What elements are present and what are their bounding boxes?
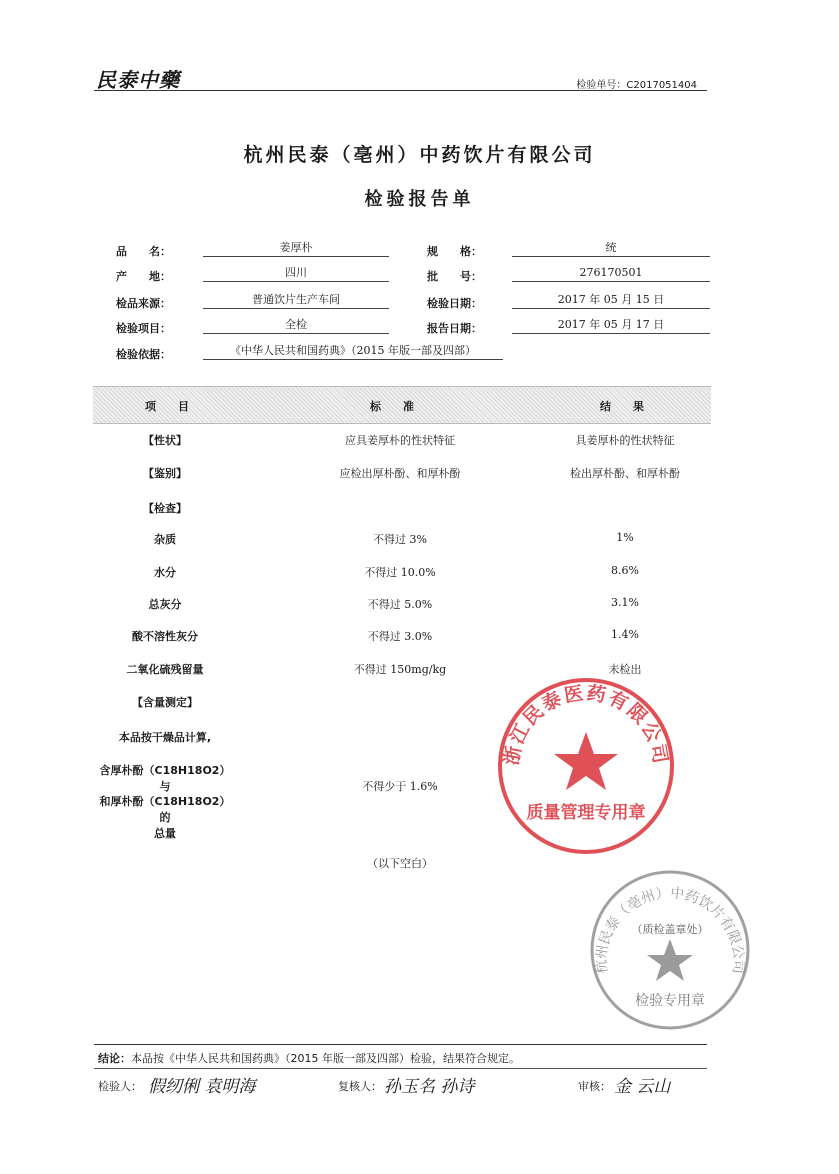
- footer-divider-bottom: [94, 1068, 707, 1069]
- star-icon: [554, 732, 618, 790]
- inspection-stamp-top-text: 杭州民泰（亳州）中药饮片有限公司: [593, 885, 747, 975]
- assay-line: 总量: [154, 827, 176, 840]
- row-result: 未检出: [608, 663, 642, 676]
- column-header-item: 项 目: [145, 400, 189, 413]
- field-value-name: 姜厚朴: [203, 240, 389, 257]
- assay-line: 本品按干燥品计算,: [118, 731, 212, 744]
- inspection-stamp: [585, 865, 755, 1035]
- field-label-test-date: 检验日期：: [427, 297, 482, 310]
- row-standard: 应具姜厚朴的性状特征: [345, 434, 455, 447]
- row-standard: 不得过 150mg/kg: [353, 663, 447, 676]
- row-item: 【检查】: [143, 502, 187, 515]
- quality-stamp: [492, 672, 680, 860]
- field-value-report-date: 2017 年 05 月 17 日: [512, 317, 710, 334]
- row-item: 杂质: [154, 533, 176, 546]
- field-label-source: 检品来源：: [116, 297, 171, 310]
- row-item: 酸不溶性灰分: [132, 630, 198, 643]
- field-label-origin: 产 地：: [116, 270, 171, 283]
- reviewer-signature: 孙玉名 孙诗: [384, 1077, 475, 1097]
- field-label-items: 检验项目：: [116, 322, 171, 335]
- row-item: 二氧化硫残留量: [126, 663, 204, 676]
- row-standard: 不得过 3.0%: [367, 630, 433, 643]
- row-item: 水分: [154, 566, 176, 579]
- field-label-basis: 检验依据：: [116, 348, 171, 361]
- quality-stamp-bottom-text: 质量管理专用章: [526, 803, 646, 823]
- field-label-name: 品 名：: [116, 245, 171, 258]
- star-icon: [647, 939, 693, 981]
- row-standard: 应检出厚朴酚、和厚朴酚: [339, 467, 461, 480]
- row-item: 【鉴别】: [143, 467, 187, 480]
- field-value-test-date: 2017 年 05 月 15 日: [512, 292, 710, 309]
- report-number: [576, 76, 697, 91]
- blank-note: （以下空白）: [367, 857, 433, 870]
- inspector-label: 检验人：: [98, 1080, 142, 1093]
- assay-standard: 不得少于 1.6%: [362, 780, 438, 793]
- assay-line: 含厚朴酚（C18H18O2）与: [99, 764, 231, 793]
- row-standard: 不得过 10.0%: [364, 566, 436, 579]
- inspector-signature: 假纫俐 袁明海: [148, 1077, 256, 1097]
- row-item: 总灰分: [148, 598, 182, 611]
- row-result: 1.4%: [611, 628, 639, 641]
- inspection-stamp-bottom-text: 检验专用章: [635, 993, 705, 1009]
- column-header-result: 结 果: [600, 400, 644, 413]
- row-result: 具姜厚朴的性状特征: [575, 434, 675, 447]
- approver-label: 审核：: [578, 1080, 611, 1093]
- field-value-source: 普通饮片生产车间: [203, 292, 389, 309]
- quality-stamp-top-text: 浙江民泰医药有限公司: [500, 682, 672, 767]
- row-result: 3.1%: [611, 596, 639, 609]
- conclusion: [98, 1050, 520, 1066]
- row-item: 【性状】: [143, 434, 187, 447]
- field-value-batch: 276170501: [512, 265, 710, 282]
- row-result: 1%: [616, 531, 634, 544]
- column-header-standard: 标 准: [370, 400, 414, 413]
- report-number-value: C2017051404: [626, 80, 697, 91]
- field-label-batch: 批 号：: [427, 270, 482, 283]
- field-value-items: 全检: [203, 317, 389, 334]
- field-value-spec: 统: [512, 240, 710, 257]
- field-label-report-date: 报告日期：: [427, 322, 482, 335]
- report-number-label: 检验单号：: [576, 80, 627, 91]
- inspection-stamp-middle-text: （质检盖章处）: [631, 923, 709, 936]
- row-result: 检出厚朴酚、和厚朴酚: [570, 467, 680, 480]
- conclusion-label: 结论：: [98, 1052, 131, 1065]
- row-result: 8.6%: [611, 564, 639, 577]
- conclusion-text: 本品按《中华人民共和国药典》（2015 年版一部及四部）检验，结果符合规定。: [131, 1052, 520, 1065]
- row-standard: 不得过 3%: [373, 533, 427, 546]
- approver-signature: 金 云山: [614, 1077, 671, 1097]
- company-name: 杭州民泰（亳州）中药饮片有限公司: [243, 144, 596, 166]
- field-value-basis: 《中华人民共和国药典》（2015 年版一部及四部）: [203, 343, 503, 360]
- row-standard: 不得过 5.0%: [367, 598, 433, 611]
- field-value-origin: 四川: [203, 265, 389, 282]
- field-label-spec: 规 格：: [427, 245, 482, 258]
- document-title: 检验报告单: [364, 189, 475, 210]
- assay-line: 和厚朴酚（C18H18O2）的: [99, 795, 231, 824]
- header-divider: [94, 90, 707, 91]
- company-logo: 民泰中藥: [96, 68, 180, 92]
- reviewer-label: 复核人：: [338, 1080, 382, 1093]
- row-item: 【含量测定】: [132, 696, 198, 709]
- footer-divider-top: [94, 1044, 707, 1045]
